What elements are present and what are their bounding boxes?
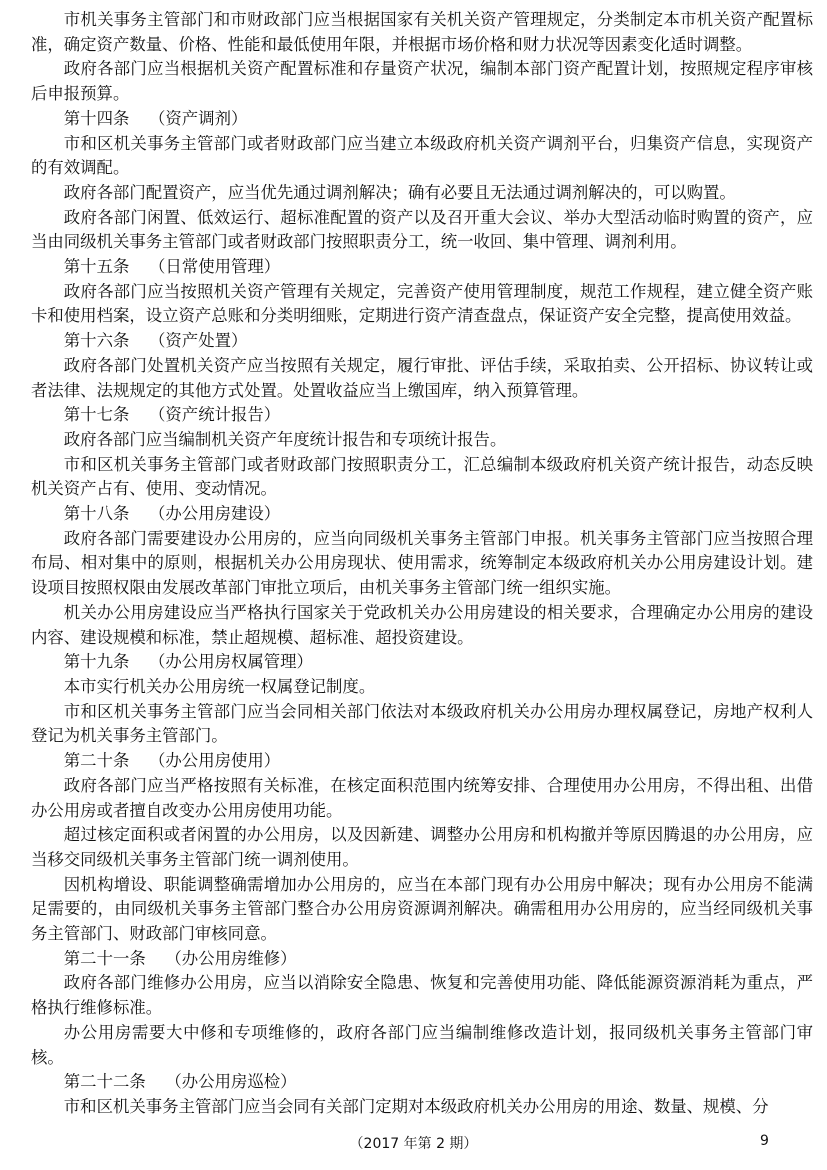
article-heading bbox=[31, 255, 813, 280]
article-title: （办公用房权属管理） bbox=[149, 652, 313, 672]
page-footer bbox=[0, 1133, 827, 1155]
issue-label: （2017 年第 2 期） bbox=[349, 1136, 478, 1152]
article-heading bbox=[31, 502, 813, 527]
article-number: 第十九条 bbox=[63, 652, 130, 672]
article-heading bbox=[31, 403, 813, 428]
article-heading bbox=[31, 329, 813, 354]
article-heading bbox=[31, 1070, 813, 1095]
paragraph: 政府各部门应当按照机关资产管理有关规定，完善资产使用管理制度，规范工作规程，建立健全资产账卡和使用档案，设立资产总账和分类明细账，定期进行资产清查盘点，保证资产安全完整，提高使用效益。 bbox=[31, 281, 813, 326]
article-title: （资产处置） bbox=[149, 331, 248, 351]
paragraph: 市和区机关事务主管部门应当会同相关部门依法对本级政府机关办公用房办理权属登记，房地产权利人登记为机关事务主管部门。 bbox=[31, 701, 813, 746]
paragraph: 办公用房需要大中修和专项维修的，政府各部门应当编制维修改造计划，报同级机关事务主管部门审核。 bbox=[31, 1022, 813, 1067]
paragraph: 市和区机关事务主管部门或者财政部门应当建立本级政府机关资产调剂平台，归集资产信息，实现资产的有效调配。 bbox=[31, 133, 813, 178]
paragraph: 市和区机关事务主管部门应当会同有关部门定期对本级政府机关办公用房的用途、数量、规模、分 bbox=[63, 1096, 769, 1116]
paragraph: 政府各部门需要建设办公用房的，应当向同级机关事务主管部门申报。机关事务主管部门应当按照合理布局、相对集中的原则，根据机关办公用房现状、使用需求，统筹制定本级政府机关办公用房建设计划。建设项目按照权限由发展改革部门审批立项后，由机关事务主管部门统一组织实施。 bbox=[31, 528, 813, 598]
article-heading bbox=[31, 749, 813, 774]
article-title: （办公用房建设） bbox=[149, 504, 281, 524]
article-number: 第十四条 bbox=[63, 108, 130, 128]
paragraph: 超过核定面积或者闲置的办公用房，以及因新建、调整办公用房和机构撤并等原因腾退的办公用房，应当移交同级机关事务主管部门统一调剂使用。 bbox=[31, 825, 813, 869]
paragraph: 市机关事务主管部门和市财政部门应当根据国家有关机关资产管理规定，分类制定本市机关资产配置标准，确定资产数量、价格、性能和最低使用年限，并根据市场价格和财力状况等因素变化适时调整。 bbox=[31, 10, 813, 54]
page-number: 9 bbox=[760, 1133, 769, 1149]
article-number: 第十七条 bbox=[63, 405, 130, 425]
article-title: （资产调剂） bbox=[149, 108, 248, 128]
paragraph: 因机构增设、职能调整确需增加办公用房的，应当在本部门现有办公用房中解决；现有办公用房不能满足需要的，由同级机关事务主管部门整合办公用房资源调剂解决。确需租用办公用房的，应当经同级机关事务主管部门、财政部门审核同意。 bbox=[31, 874, 813, 944]
body-text bbox=[31, 8, 813, 1120]
article-number: 第二十条 bbox=[63, 751, 130, 771]
article-number: 第十六条 bbox=[63, 331, 130, 351]
paragraph: 政府各部门闲置、低效运行、超标准配置的资产以及召开重大会议、举办大型活动临时购置的资产，应当由同级机关事务主管部门或者财政部门按照职责分工，统一收回、集中管理、调剂利用。 bbox=[31, 207, 813, 252]
paragraph: 政府各部门应当严格按照有关标准，在核定面积范围内统筹安排、合理使用办公用房，不得出租、出借办公用房或者擅自改变办公用房使用功能。 bbox=[31, 775, 813, 820]
paragraph: 政府各部门应当根据机关资产配置标准和存量资产状况，编制本部门资产配置计划，按照规定程序审核后申报预算。 bbox=[31, 59, 813, 104]
article-number: 第十八条 bbox=[63, 504, 130, 524]
paragraph: 政府各部门处置机关资产应当按照有关规定，履行审批、评估手续，采取拍卖、公开招标、协议转让或者法律、法规规定的其他方式处置。处置收益应当上缴国库，纳入预算管理。 bbox=[31, 355, 813, 400]
paragraph: 本市实行机关办公用房统一权属登记制度。 bbox=[63, 676, 376, 696]
article-number: 第十五条 bbox=[63, 257, 130, 277]
article-heading bbox=[31, 107, 813, 132]
article-title: （办公用房维修） bbox=[165, 948, 297, 968]
paragraph: 政府各部门维修办公用房，应当以消除安全隐患、恢复和完善使用功能、降低能源资源消耗为重点，严格执行维修标准。 bbox=[31, 973, 813, 1018]
paragraph: 政府各部门应当编制机关资产年度统计报告和专项统计报告。 bbox=[63, 429, 507, 449]
paragraph: 机关办公用房建设应当严格执行国家关于党政机关办公用房建设的相关要求，合理确定办公用房的建设内容、建设规模和标准，禁止超规模、超标准、超投资建设。 bbox=[31, 602, 813, 647]
article-title: （日常使用管理） bbox=[149, 257, 281, 277]
paragraph: 市和区机关事务主管部门或者财政部门按照职责分工，汇总编制本级政府机关资产统计报告，动态反映机关资产占有、使用、变动情况。 bbox=[31, 454, 813, 499]
article-title: （办公用房巡检） bbox=[165, 1072, 297, 1092]
article-title: （办公用房使用） bbox=[149, 751, 281, 771]
article-heading bbox=[31, 947, 813, 972]
article-number: 第二十二条 bbox=[63, 1072, 146, 1092]
paragraph: 政府各部门配置资产，应当优先通过调剂解决；确有必要且无法通过调剂解决的，可以购置。 bbox=[63, 182, 736, 202]
article-heading bbox=[31, 650, 813, 675]
article-title: （资产统计报告） bbox=[149, 405, 281, 425]
article-number: 第二十一条 bbox=[63, 948, 146, 968]
